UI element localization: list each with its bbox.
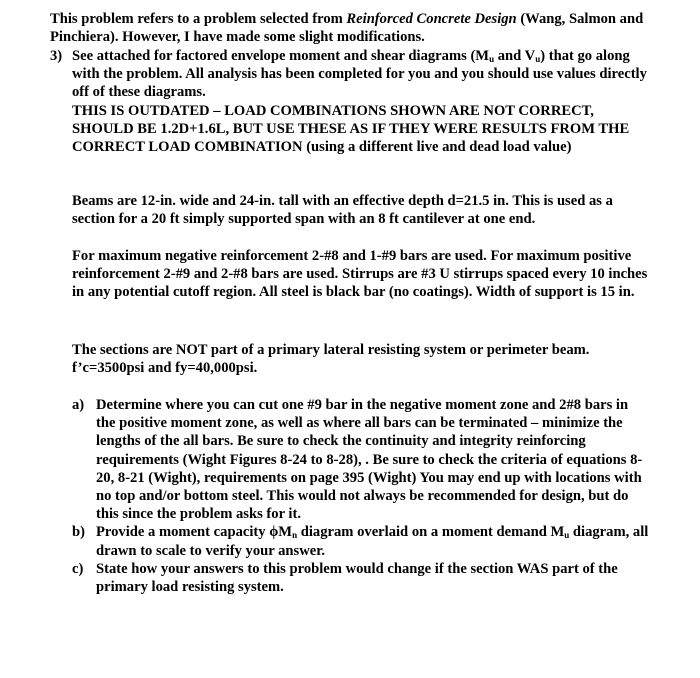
question-c [72,560,650,596]
intro-text-before: This problem refers to a problem selected from [50,11,347,27]
problem-item-3 [50,47,650,156]
sub-questions [72,396,650,596]
item-3-body [72,47,650,156]
question-b-label: b) [72,524,85,541]
question-b [72,523,650,559]
subscript-u: u [489,54,495,64]
item-3-description [72,47,650,102]
question-c-text: State how your answers to this problem would change if the section WAS part of the primary load resisting system. [96,560,618,596]
beam-geometry-paragraph: Beams are 12-in. wide and 24-in. tall with an effective depth d=21.5 in. This is used as a section for a 20 ft simply supported span with an 8 ft cantilever at one end. [72,193,613,228]
question-b-text-1: Provide a moment capacity ϕM [96,524,293,541]
outdated-warning: THIS IS OUTDATED – LOAD COMBINATIONS SHOWN ARE NOT CORRECT, SHOULD BE 1.2D+1.6L, BUT USE THESE AS IF THEY WERE RESULTS FROM THE CORRECT LOAD COMBINATION (using a different live and dead load value) [72,102,630,156]
book-title: Reinforced Concrete Design [346,11,517,27]
subscript-u: u [564,530,570,541]
intro-paragraph [50,10,650,46]
subscript-u: u [535,54,541,64]
item-number: 3) [50,48,63,64]
item-3-text-a: See attached for factored envelope moment and shear diagrams (M [72,48,490,64]
sections-paragraph: The sections are NOT part of a primary lateral resisting system or perimeter beam. f’c=3500psi and fy=40,000psi. [72,342,590,377]
subscript-n: n [292,530,298,541]
question-b-text-2: diagram overlaid on a moment demand M [297,524,565,541]
intro-text-after: (Wang, Salmon and Pinchiera). However, I have made some slight modifications. [50,11,644,46]
item-3-text-c: ) that go along with the problem. All analysis has been completed for you and you should use values directly off of these diagrams. [72,48,647,101]
question-b-text-3: diagram, all drawn to scale to verify your answer. [96,524,649,559]
question-a [72,396,650,523]
reinforcement-paragraph: For maximum negative reinforcement 2-#8 and 1-#9 bars are used. For maximum positive reinforcement 2-#9 and 2-#8 bars are used. Stirrups are #3 U stirrups spaced every 10 inches in any potential cutoff region. All steel is black bar (no coatings). Width of support is 15 in. [72,248,648,301]
question-a-text: Determine where you can cut one #9 bar in the negative moment zone and 2#8 bars in the positive moment zone, as well as where all bars can be terminated – minimize the lengths of the all bars. Be sure to check the continuity and integrity reinforcing requirements (Wight Figures 8-24 to 8-28), . Be sure to check the criteria of equations 8-20, 8-21 (Wight), requirements on page 395 (Wight) You may end up with locations with no top and/or bottom steel. This would not always be recommended for design, but do this since the problem asks for it. [96,397,643,523]
item-3-text-b: and V [494,48,536,64]
question-a-label: a) [72,397,85,413]
question-c-label: c) [72,560,84,577]
